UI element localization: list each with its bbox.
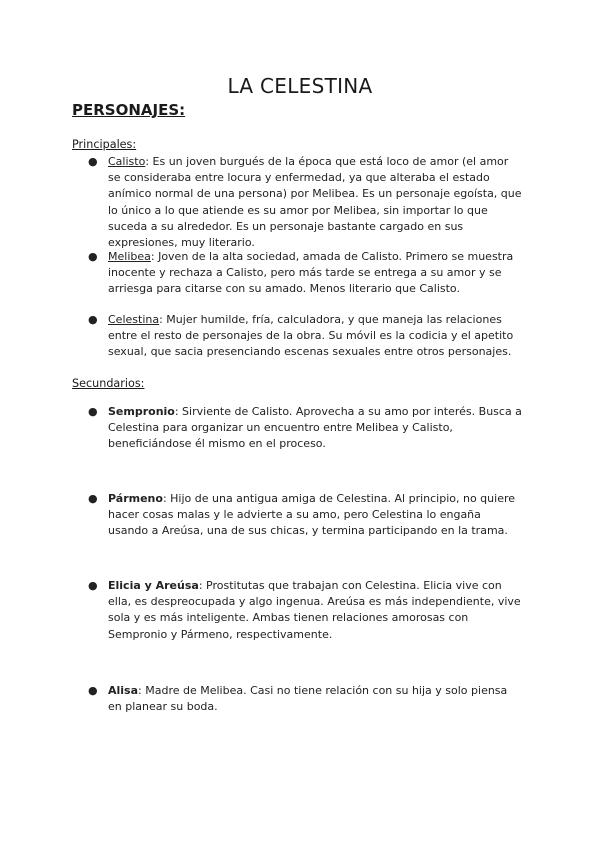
- character-name: Elicia y Areúsa: [108, 579, 199, 592]
- bullet-icon: ●: [88, 155, 98, 168]
- bullet-icon: ●: [88, 313, 98, 326]
- character-description: : Madre de Melibea. Casi no tiene relación con su hija y solo piensa en planear su boda.: [108, 684, 508, 714]
- character-name: Melibea: [108, 250, 151, 263]
- character-description: : Mujer humilde, fría, calculadora, y que maneja las relaciones entre el resto de personajes de la obra. Su móvil es la codicia y el apetito sexual, que sacia presenciando escenas sexuales entre otros personajes.: [108, 313, 514, 359]
- character-entry-calisto: [88, 154, 522, 251]
- bullet-icon: ●: [88, 405, 98, 418]
- character-name: Calisto: [108, 155, 146, 168]
- subheading-principales: Principales:: [72, 138, 137, 151]
- bullet-icon: ●: [88, 250, 98, 263]
- document-title: LA CELESTINA: [227, 74, 373, 98]
- character-description: : Joven de la alta sociedad, amada de Calisto. Primero se muestra inocente y rechaza a Calisto, pero más tarde se entrega a su amor y se arriesga para citarse con su amado. Menos literario que Calisto.: [108, 250, 514, 296]
- character-entry-melibea: [88, 249, 522, 298]
- character-name: Pármeno: [108, 492, 163, 505]
- character-entry-elicia-areusa: [88, 578, 522, 643]
- character-description: : Es un joven burgués de la época que está loco de amor (el amor se consideraba entre locura y enfermedad, ya que alteraba el estado anímico normal de una persona) por Melibea. Es un personaje egoísta, que lo único a lo que atiende es su amor por Melibea, sin importar lo que suceda a su alrededor. Es un personaje bastante cargado en sus expresiones, muy literario.: [108, 155, 522, 250]
- character-name: Alisa: [108, 684, 139, 697]
- character-description: : Prostitutas que trabajan con Celestina. Elicia vive con ella, es despreocupada y algo ingenua. Areúsa es más independiente, vive sola y es más inteligente. Ambas tienen relaciones amorosas con Sempronio y Pármeno, respectivamente.: [108, 579, 521, 641]
- character-name: Celestina: [108, 313, 160, 326]
- character-entry-alisa: [88, 683, 522, 715]
- character-entry-celestina: [88, 312, 522, 361]
- character-entry-sempronio: [88, 404, 522, 453]
- character-description: : Sirviente de Calisto. Aprovecha a su amo por interés. Busca a Celestina para organizar un encuentro entre Melibea y Calisto, beneficiándose él mismo en el proceso.: [108, 405, 522, 451]
- character-name: Sempronio: [108, 405, 175, 418]
- bullet-icon: ●: [88, 579, 98, 592]
- subheading-secundarios: Secundarios:: [72, 377, 145, 390]
- character-description: : Hijo de una antigua amiga de Celestina. Al principio, no quiere hacer cosas malas y le advierte a su amo, pero Celestina lo engaña usando a Areúsa, una de sus chicas, y termina participando en la trama.: [108, 492, 516, 538]
- character-entry-parmeno: [88, 491, 522, 540]
- bullet-icon: ●: [88, 684, 98, 697]
- section-heading-personajes: PERSONAJES:: [72, 101, 186, 119]
- bullet-icon: ●: [88, 492, 98, 505]
